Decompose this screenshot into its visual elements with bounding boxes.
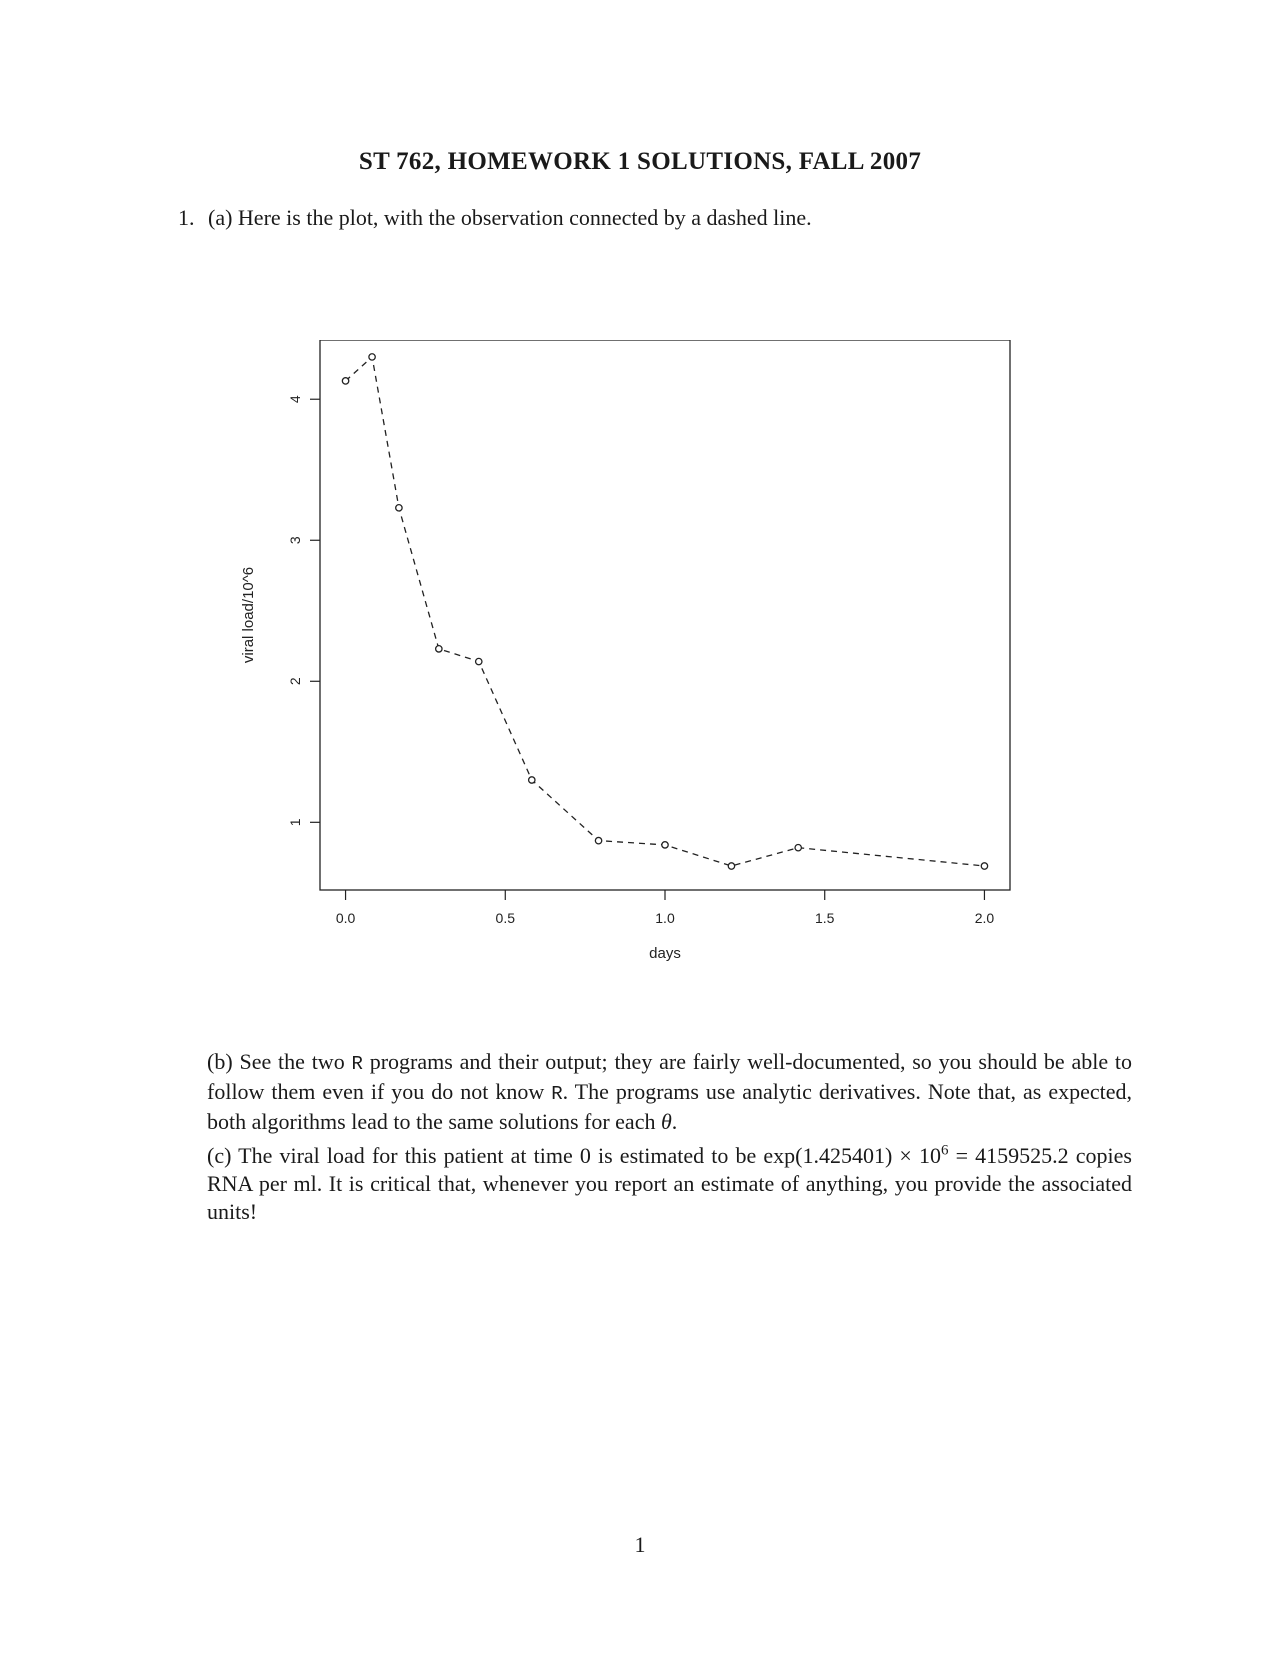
y-tick-label: 4 xyxy=(287,395,303,404)
part-c-text-1: (c) The viral load for this patient at time 0 is estimated to be exp(1.425401) × 10 xyxy=(207,1143,941,1168)
data-point xyxy=(396,505,402,511)
x-tick-label: 2.0 xyxy=(974,910,995,926)
data-point xyxy=(436,646,442,652)
page-number: 1 xyxy=(634,1532,646,1557)
data-point xyxy=(529,777,535,783)
part-b-text-3: . The programs use analytic derivatives. Note that, as expected, both algorithms lead to the same solutions for each xyxy=(207,1079,1133,1134)
part-c-paragraph xyxy=(207,1142,1132,1226)
series-dashed-line xyxy=(346,357,985,866)
data-point xyxy=(476,658,482,664)
y-axis-label: viral load/10^6 xyxy=(240,566,257,664)
part-b-text-2: programs and their output; they are fairly well-documented, so you should be able to follow them even if you do not know xyxy=(207,1049,1133,1104)
y-tick-label: 1 xyxy=(287,818,303,827)
question-number: 1. xyxy=(178,205,195,230)
exponent: 6 xyxy=(940,1142,949,1159)
document-title: ST 762, HOMEWORK 1 SOLUTIONS, FALL 2007 xyxy=(358,148,922,175)
data-point xyxy=(795,844,801,850)
part-a-text: (a) Here is the plot, with the observation connected by a dashed line. xyxy=(208,205,812,230)
question-1-part-a xyxy=(178,205,812,231)
x-tick-label: 1.0 xyxy=(655,910,675,926)
x-axis-label: days xyxy=(649,945,681,962)
theta-symbol: θ xyxy=(660,1109,672,1134)
x-tick-label: 0.5 xyxy=(495,910,516,926)
data-point xyxy=(369,354,375,360)
data-point xyxy=(981,863,987,869)
data-point xyxy=(728,863,734,869)
plot-frame xyxy=(320,340,1010,890)
data-point xyxy=(662,842,668,848)
x-tick-label: 0.0 xyxy=(335,910,356,926)
part-b-text-1: (b) See the two xyxy=(207,1049,352,1074)
viral-load-plot xyxy=(230,340,1030,980)
r-language-name: R xyxy=(551,1083,563,1105)
part-c-text-2: = 4159525.2 copies RNA per ml. It is critical that, whenever you report an estimate of anything, you provide the associated units! xyxy=(207,1143,1132,1224)
part-b-text-4: . xyxy=(671,1109,678,1134)
data-point xyxy=(342,378,348,384)
r-language-name: R xyxy=(351,1053,363,1075)
y-tick-label: 2 xyxy=(287,677,303,686)
data-point xyxy=(595,837,601,843)
y-tick-label: 3 xyxy=(287,536,303,545)
part-b-paragraph xyxy=(207,1048,1132,1136)
x-tick-label: 1.5 xyxy=(814,910,835,926)
